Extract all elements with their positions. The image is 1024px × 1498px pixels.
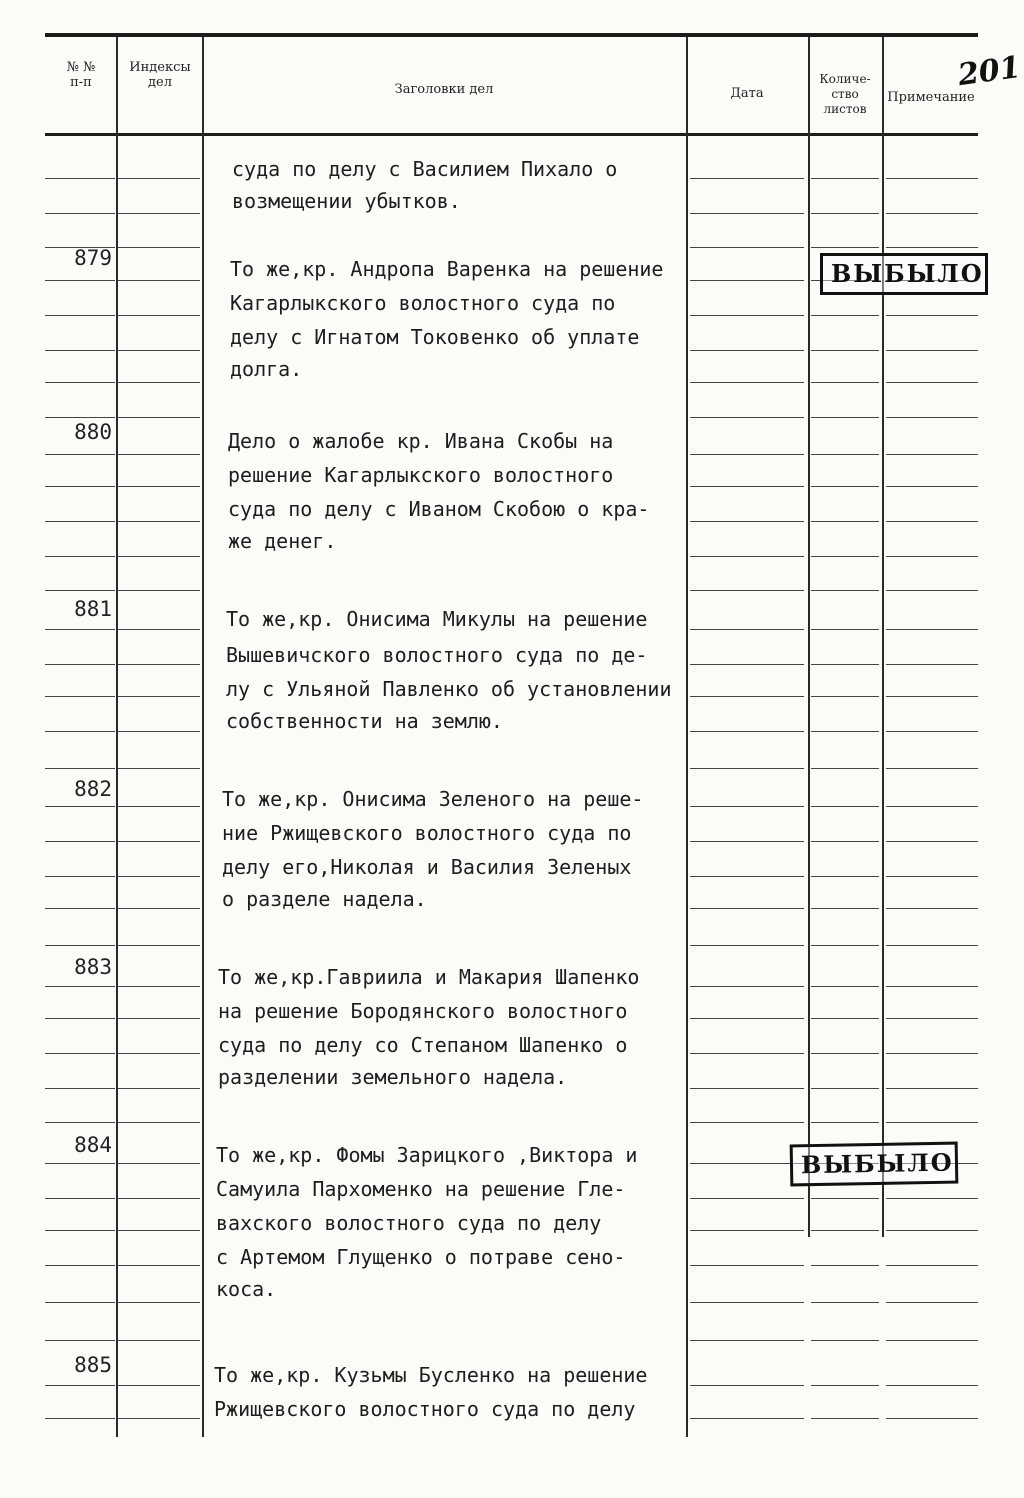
ruled-line (118, 731, 200, 732)
ruled-line (45, 908, 115, 909)
ruled-line (886, 629, 978, 630)
ruled-line (45, 1340, 115, 1341)
ruled-line (811, 664, 879, 665)
ruled-line (118, 806, 200, 807)
ruled-line (118, 908, 200, 909)
ruled-line (118, 1163, 200, 1164)
ruled-line (886, 1302, 978, 1303)
ruled-line (118, 696, 200, 697)
entry-line: лу с Ульяной Павленко об установлении (226, 677, 672, 701)
ruled-line (886, 454, 978, 455)
ruled-line (811, 315, 879, 316)
ruled-line (118, 178, 200, 179)
ruled-line (886, 986, 978, 987)
ruled-line (690, 876, 804, 877)
ruled-line (118, 454, 200, 455)
entry-line: Ржищевского волостного суда по делу (214, 1397, 636, 1421)
header-rule (45, 133, 978, 136)
ruled-line (690, 382, 804, 383)
ruled-line (811, 806, 879, 807)
ruled-line (45, 1230, 115, 1231)
ruled-line (690, 1385, 804, 1386)
ruled-line (45, 382, 115, 383)
ruled-line (811, 629, 879, 630)
ruled-line (690, 417, 804, 418)
ruled-line (811, 454, 879, 455)
ruled-line (886, 556, 978, 557)
entry-number: 879 (74, 246, 112, 270)
ruled-line (811, 350, 879, 351)
ruled-line (811, 1302, 879, 1303)
ruled-line (45, 213, 115, 214)
ruled-line (690, 945, 804, 946)
top-rule (45, 33, 978, 37)
ruled-line (811, 1053, 879, 1054)
ruled-line (811, 986, 879, 987)
ruled-line (690, 1053, 804, 1054)
ruled-line (118, 486, 200, 487)
entry-line: долга. (230, 357, 303, 381)
entry-line: делу с Игнатом Токовенко об уплате (230, 325, 640, 349)
column-divider (686, 37, 688, 1437)
ruled-line (886, 1418, 978, 1419)
ruled-line (690, 908, 804, 909)
entry-line: Кагарлыкского волостного суда по (230, 291, 616, 315)
ruled-line (811, 1340, 879, 1341)
ruled-line (811, 1418, 879, 1419)
withdrawn-stamp: ВЫБЫЛО (790, 1142, 959, 1187)
entry-line: собственности на землю. (226, 709, 503, 733)
ruled-line (690, 1018, 804, 1019)
ruled-line (118, 1265, 200, 1266)
ruled-line (45, 417, 115, 418)
ruled-line (886, 806, 978, 807)
ruled-line (690, 731, 804, 732)
ruled-line (690, 213, 804, 214)
ruled-line (118, 1385, 200, 1386)
ruled-line (118, 417, 200, 418)
ruled-line (690, 768, 804, 769)
ruled-line (886, 521, 978, 522)
ruled-line (886, 178, 978, 179)
ruled-line (886, 350, 978, 351)
ruled-line (118, 768, 200, 769)
ruled-line (886, 768, 978, 769)
ruled-line (811, 590, 879, 591)
entry-line: Вышевичского волостного суда по де- (226, 643, 648, 667)
ruled-line (886, 1340, 978, 1341)
entry-number: 884 (74, 1133, 112, 1157)
ruled-line (45, 454, 115, 455)
ruled-line (45, 1198, 115, 1199)
ruled-line (45, 1385, 115, 1386)
ruled-line (45, 521, 115, 522)
ruled-line (886, 1265, 978, 1266)
ruled-line (811, 841, 879, 842)
entry-line: на решение Бородянского волостного (218, 999, 628, 1023)
folio-number: 201 (955, 49, 1023, 94)
ruled-line (690, 1265, 804, 1266)
ruled-line (811, 1018, 879, 1019)
ruled-line (45, 280, 115, 281)
ruled-line (886, 841, 978, 842)
ruled-line (45, 876, 115, 877)
ruled-line (118, 1340, 200, 1341)
ruled-line (811, 908, 879, 909)
ruled-line (690, 1122, 804, 1123)
entry-line: То же,кр. Онисима Микулы на решение (226, 607, 648, 631)
ruled-line (45, 1265, 115, 1266)
header-date: Дата (730, 86, 764, 101)
ruled-line (690, 486, 804, 487)
entry-line: То же,кр. Онисима Зеленого на реше- (222, 787, 644, 811)
header-index: Индексы дел (129, 60, 191, 90)
withdrawn-stamp: ВЫБЫЛО (820, 253, 988, 295)
ruled-line (886, 945, 978, 946)
ruled-line (690, 315, 804, 316)
ruled-line (118, 1198, 200, 1199)
ruled-line (118, 1230, 200, 1231)
ruled-line (118, 280, 200, 281)
ruled-line (886, 213, 978, 214)
ruled-line (690, 1088, 804, 1089)
ruled-line (118, 247, 200, 248)
ruled-line (690, 841, 804, 842)
ruled-line (118, 1053, 200, 1054)
ruled-line (45, 1018, 115, 1019)
ruled-line (886, 664, 978, 665)
ruled-line (690, 247, 804, 248)
ruled-line (118, 315, 200, 316)
entry-line: Самуила Пархоменко на решение Гле- (216, 1177, 626, 1201)
entry-line: делу его,Николая и Василия Зеленых (222, 855, 632, 879)
ruled-line (45, 1053, 115, 1054)
ruled-line (690, 986, 804, 987)
entry-line: разделении земельного надела. (218, 1065, 568, 1089)
ruled-line (45, 629, 115, 630)
ruled-line (886, 1385, 978, 1386)
entry-line: вахского волостного суда по делу (216, 1211, 602, 1235)
ruled-line (811, 521, 879, 522)
ruled-line (690, 1163, 804, 1164)
ruled-line (690, 806, 804, 807)
entry-number: 880 (74, 420, 112, 444)
entry-line: суда по делу с Василием Пихало о (232, 157, 618, 181)
entry-number: 881 (74, 597, 112, 621)
entry-line: ние Ржищевского волостного суда по (222, 821, 632, 845)
entry-line: суда по делу с Иваном Скобою о кра- (228, 497, 650, 521)
ruled-line (811, 731, 879, 732)
ruled-line (118, 1122, 200, 1123)
ruled-line (886, 247, 978, 248)
ruled-line (118, 945, 200, 946)
entry-line: возмещении убытков. (232, 189, 461, 213)
header-title: Заголовки дел (394, 82, 494, 97)
ruled-line (811, 1265, 879, 1266)
ruled-line (811, 696, 879, 697)
ruled-line (45, 1163, 115, 1164)
entry-line: То же,кр.Гавриила и Макария Шапенко (218, 965, 640, 989)
ruled-line (118, 556, 200, 557)
ruled-line (886, 417, 978, 418)
ruled-line (886, 486, 978, 487)
ruled-line (118, 1018, 200, 1019)
entry-line: То же,кр. Фомы Зарицкого ,Виктора и (216, 1143, 638, 1167)
ruled-line (45, 178, 115, 179)
ruled-line (886, 696, 978, 697)
ruled-line (811, 1088, 879, 1089)
ruled-line (811, 768, 879, 769)
ruled-line (118, 1302, 200, 1303)
ruled-line (118, 664, 200, 665)
entry-line: Дело о жалобе кр. Ивана Скобы на (228, 429, 614, 453)
ruled-line (886, 731, 978, 732)
entry-line: решение Кагарлыкского волостного (228, 463, 614, 487)
entry-number: 885 (74, 1353, 112, 1377)
ruled-line (118, 350, 200, 351)
ruled-line (690, 454, 804, 455)
entry-line: о разделе надела. (222, 887, 427, 911)
column-divider (202, 37, 204, 1437)
entry-line: с Артемом Глущенко о потраве сено- (216, 1245, 626, 1269)
ruled-line (45, 556, 115, 557)
ruled-line (45, 768, 115, 769)
ruled-line (45, 350, 115, 351)
ruled-line (118, 1418, 200, 1419)
ruled-line (811, 1230, 879, 1231)
ruled-line (690, 664, 804, 665)
ruled-line (690, 1418, 804, 1419)
ruled-line (886, 1122, 978, 1123)
column-divider (808, 37, 810, 1237)
ruled-line (45, 841, 115, 842)
header-quantity: Количе- ство листов (819, 72, 871, 116)
ruled-line (811, 1122, 879, 1123)
ruled-line (811, 178, 879, 179)
ruled-line (811, 556, 879, 557)
ruled-line (886, 315, 978, 316)
entry-line: То же,кр. Кузьмы Бусленко на решение (214, 1363, 648, 1387)
ruled-line (690, 590, 804, 591)
entry-line: же денег. (228, 529, 337, 553)
ruled-line (45, 986, 115, 987)
entry-number: 882 (74, 777, 112, 801)
ruled-line (45, 696, 115, 697)
ruled-line (886, 1088, 978, 1089)
header-note: Примечание (887, 90, 975, 105)
ruled-line (45, 486, 115, 487)
ruled-line (886, 1198, 978, 1199)
ruled-line (886, 1018, 978, 1019)
ruled-line (886, 1053, 978, 1054)
ruled-line (118, 876, 200, 877)
ruled-line (118, 986, 200, 987)
ruled-line (690, 1230, 804, 1231)
ruled-line (45, 806, 115, 807)
entry-line: То же,кр. Андропа Варенка на решение (230, 257, 664, 281)
column-divider (882, 37, 884, 1237)
ruled-line (45, 1122, 115, 1123)
ruled-line (118, 213, 200, 214)
ruled-line (886, 1230, 978, 1231)
ruled-line (886, 876, 978, 877)
ruled-line (811, 382, 879, 383)
entry-line: коса. (216, 1277, 277, 1301)
ruled-line (690, 1198, 804, 1199)
ruled-line (690, 1302, 804, 1303)
ruled-line (118, 841, 200, 842)
ruled-line (45, 731, 115, 732)
ruled-line (45, 590, 115, 591)
ruled-line (886, 908, 978, 909)
ruled-line (811, 213, 879, 214)
ruled-line (118, 629, 200, 630)
ruled-line (811, 876, 879, 877)
ruled-line (690, 1340, 804, 1341)
entry-number: 883 (74, 955, 112, 979)
ruled-line (886, 590, 978, 591)
ruled-line (886, 382, 978, 383)
ruled-line (45, 315, 115, 316)
ruled-line (811, 1385, 879, 1386)
ruled-line (690, 178, 804, 179)
ruled-line (690, 556, 804, 557)
ruled-line (118, 1088, 200, 1089)
header-number: № № п-п (66, 60, 96, 90)
ruled-line (45, 1418, 115, 1419)
ruled-line (811, 945, 879, 946)
ruled-line (811, 1198, 879, 1199)
entry-line: суда по делу со Степаном Шапенко о (218, 1033, 628, 1057)
ruled-line (45, 1088, 115, 1089)
ruled-line (118, 521, 200, 522)
ruled-line (690, 521, 804, 522)
ruled-line (118, 590, 200, 591)
ruled-line (45, 664, 115, 665)
ruled-line (118, 382, 200, 383)
ruled-line (811, 247, 879, 248)
ruled-line (811, 486, 879, 487)
ruled-line (690, 629, 804, 630)
ruled-line (45, 1302, 115, 1303)
ruled-line (45, 945, 115, 946)
ruled-line (690, 280, 804, 281)
ruled-line (690, 696, 804, 697)
ruled-line (811, 417, 879, 418)
ruled-line (690, 350, 804, 351)
